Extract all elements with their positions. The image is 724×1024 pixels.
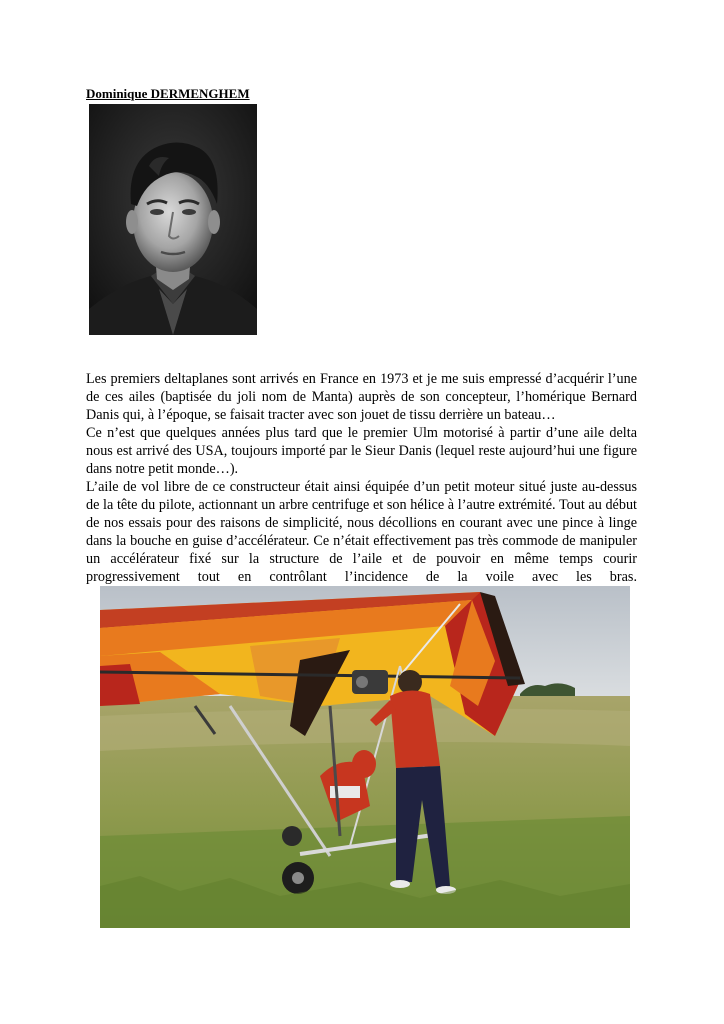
paragraph-3: L’aile de vol libre de ce constructeur était ainsi équipée d’un petit moteur situé juste au-dessus de la tête du pilote, actionnant un arbre centrifuge et son hélice à l’autre extrémité. Tout au début de nos essais pour des raisons de simplicité, nous décollions en courant avec une pince à linge dans la bouche en guise d’accélérateur. Ce n’était effectivement pas très commode de manipuler un accélérateur fixé sur la structure de l’aile et de pouvoir en même temps courir progressivement tout en contrôlant l’incidence de la voile avec les bras. [86,479,637,585]
paragraph-2: Ce n’est que quelques années plus tard que le premier Ulm motorisé à partir d’une aile delta nous est arrivé des USA, toujours importé par le Sieur Danis (lequel reste aujourd’hui une figure dans notre petit monde…). [86,425,637,477]
paragraph-1: Les premiers deltaplanes sont arrivés en France en 1973 et je me suis empressé d’acquérir l’une de ces ailes (baptisée du joli nom de Manta) auprès de son concepteur, l’homérique Bernard Danis qui, à l’époque, se faisait tracter avec son jouet de tissu derrière un bateau… [86,371,637,423]
author-portrait [89,104,257,335]
ulm-photo [100,586,630,928]
page-title: Dominique DERMENGHEM [86,86,250,101]
article-body [86,370,637,586]
